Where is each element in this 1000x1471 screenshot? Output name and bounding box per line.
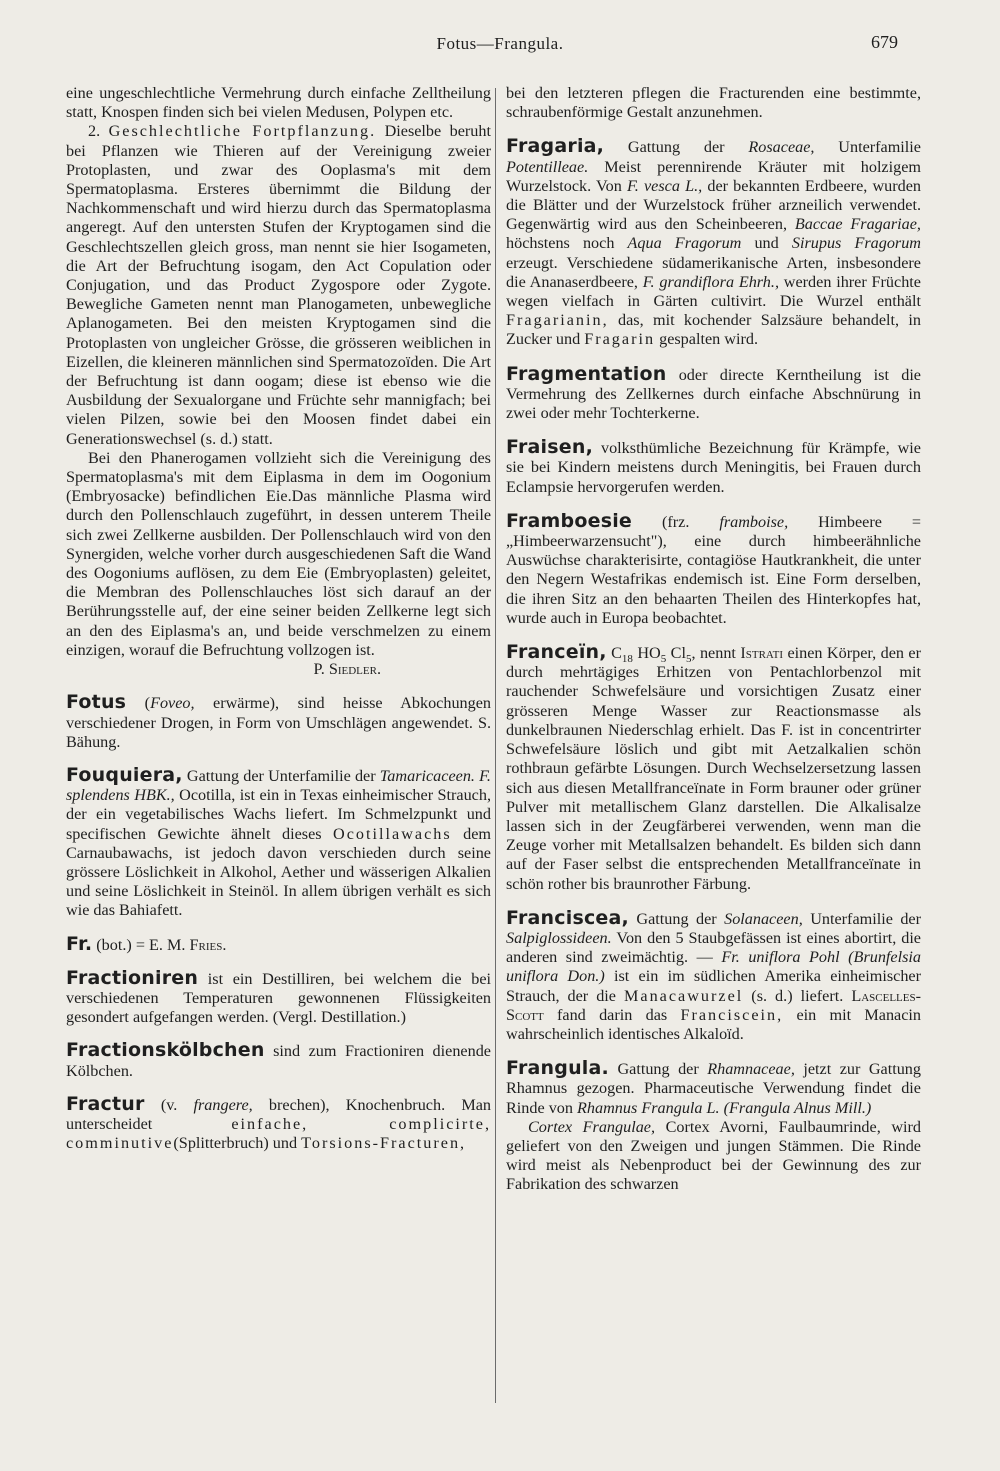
entry-fractur (66, 1092, 492, 1154)
entry-italic: frangere, (193, 1095, 253, 1114)
paragraph-text: bei den letzteren pflegen die Fracturenden eine bestimmte, schraubenförmige Gestalt anzunehmen. (506, 84, 921, 122)
entry-text: (bot.) = E. M. (92, 935, 190, 954)
paragraph-text: eine ungeschlechtliche Vermehrung durch einfache Zelltheilung statt, Knospen finden sich bei vielen Medusen, Polypen etc. (66, 84, 491, 122)
entry-italic: Fr. uniflora Pohl (Brunfelsia uniflora Don.) (506, 948, 921, 986)
entry-text: Meist perennirende Kräuter mit holzigem Wurzelstock. Von (506, 157, 921, 195)
entry-italic: Rosaceae, (748, 138, 815, 157)
entry-francein (506, 643, 921, 894)
headword: Framboesie (506, 509, 633, 532)
entry-frangula (506, 1059, 921, 1118)
entry-text: volksthümliche Bezeichnung für Krämpfe, wie sie bei Kindern meistens durch Meningitis, bei Frauen durch Eclampsie hervorgerufen werden. (506, 439, 921, 496)
entry-text: fand darin das (543, 1005, 681, 1024)
entry-italic: Salpiglossideen. (506, 928, 612, 947)
entry-text: (frz. (632, 512, 720, 531)
spaced-term: einfache, complicirte, comminutive (66, 1114, 492, 1153)
entry-italic: Baccae Fragariae, (794, 215, 921, 234)
entry-text: werden ihrer Früchte wegen vielfach in Gärten cultivirt. Die Wurzel enthält (506, 272, 921, 311)
page-number: 679 (871, 32, 898, 52)
paragraph (66, 122, 491, 448)
paragraph (66, 449, 491, 660)
entry-text: und (741, 234, 792, 253)
paragraph (66, 84, 491, 122)
entry-text: oder directe Kerntheilung ist die Vermehrung des Zellkernes durch einfache Abschnürung in zwei oder mehr Tochterkerne. (506, 365, 921, 423)
entry-text: Cortex Avorni, Faulbaumrinde, wird geliefert von den Zweigen und jungen Stämmen. Die Rinde wird meist als Nebenproduct bei der Gewinnung des zur Fabrikation des schwarzen (506, 1117, 921, 1194)
entry-text: erzeugt. Verschiedene südamerikanische Arten, insbesondere die Ananaserdbeere, (506, 253, 921, 291)
entry-text: der bekannten Erdbeere, wurden die Blätter und der Wurzelstock früher arzneilich verwendet. Gegenwärtig wird aus den Scheinbeeren, (506, 176, 921, 234)
entry-fouquiera (66, 763, 492, 921)
headword: Franceïn, (506, 641, 607, 664)
entry-italic: Foveo, (150, 694, 195, 713)
entry-text: Gattung der (608, 1060, 708, 1079)
list-number: 2. (88, 122, 101, 141)
spaced-term: Manacawurzel (624, 986, 744, 1005)
entry-italic: framboise, (719, 512, 789, 531)
headword: Franciscea, (506, 906, 629, 929)
entry-italic: Tamaricaceen. F. splendens HBK., (66, 766, 491, 805)
entry-fragmentation (506, 362, 921, 424)
entry-italic: F. vesca L., (627, 176, 703, 195)
entry-text: (Splitterbruch) und (173, 1134, 302, 1153)
page-header (0, 34, 1000, 58)
spaced-term: Fragarianin, (506, 311, 609, 330)
entry-italic: F. grandiflora Ehrh., (642, 272, 779, 291)
entry-italic: Aqua Fragorum (627, 234, 742, 253)
entry-franciscea (506, 906, 922, 1044)
entry-italic: Rhamnus Frangula L. (Frangula Alnus Mill.) (577, 1098, 872, 1117)
person-name: Istrati (740, 644, 784, 663)
entry-text: ein mit Manacin wahrscheinlich identisches Alkaloïd. (506, 1005, 922, 1043)
entry-fr (66, 932, 491, 955)
entry-text: Gattung der Unterfamilie der (182, 766, 380, 785)
person-name: Lascelles-Scott (506, 986, 921, 1024)
headword: Fractioniren (66, 966, 199, 989)
entry-text: (s. d.) liefert. (743, 986, 852, 1005)
paragraph (506, 84, 921, 122)
headword: Frangula. (506, 1057, 609, 1080)
entry-text: das, mit kochender Salzsäure behandelt, in Zucker und (506, 311, 921, 349)
formula-part: Cl (666, 644, 686, 663)
entry-italic: Cortex Frangulae, (528, 1117, 656, 1136)
headword: Fragaria, (506, 135, 605, 158)
column-divider (495, 88, 496, 1403)
entry-text: ist ein im südlichen Amerika einheimischer Strauch, der die (506, 967, 922, 1005)
author-signature: Fries. (189, 935, 227, 954)
entry-text: höchstens noch (506, 234, 628, 253)
headword: Fractionskölbchen (66, 1039, 265, 1062)
paragraph-text: Dieselbe beruht bei Pflanzen wie Thieren auf der Vereinigung zweier Protoplasten, und zwar des Ooplasma's mit dem Spermatoplasma. Ersteres übernimmt die Bildung der Nachkommenschaft und wird hierzu durch das Spermatoplasma angeregt. Auf den untersten Stufen der Kryptogamen sind die Geschlechtszellen gleich gross, man nennt sie hier Isogameten, die Art der Befruchtung isogam, den Act Copulation oder Conjugation, und das Product Zygospore oder Zygote. Bewegliche Gameten nennt man Planogameten, unbewegliche Aplanogameten. Bei den meisten Kryptogamen sind die Protoplasten von ungleicher Grösse, die grösseren weiblichen in Eizellen, die kleineren männlichen sind Spermatozoïden. Die Art der Befruchtung ist dann oogam; diese ist ebenso wie die Ausbildung der Sexualorgane und Früchte sehr mannigfach; bei vielen Pilzen, sowie bei den Moosen findet dabei ein Generationswechsel (s. d.) statt. (66, 122, 491, 448)
entry-text: Unterfamilie (814, 138, 921, 157)
entry-fraisen (506, 438, 921, 497)
headword: Fraisen, (506, 436, 594, 459)
right-column (506, 84, 921, 1195)
entry-text: ist ein Destilliren, bei welchem die bei verschiedenen Temperaturen gewonnenen Flüssigkeiten gesondert aufgefangen werden. (Vergl. Destillation.) (66, 969, 491, 1027)
headword: Fotus (66, 691, 127, 714)
running-head: Fotus—Frangula. (436, 34, 564, 53)
left-column (66, 84, 491, 1153)
headword: Fractur (66, 1092, 145, 1115)
entry-text: Himbeere = „Himbeerwarzensucht"), eine durch himbeerähnliche Auswüchse charakterisirte, contagiöse Hautkrankheit, die unter den Negern Westafrikas endemisch ist. Eine Form derselben, die ihren Sitz an den behaarten Theilen des Hinterkopfes hat, wurde auch in Europa beobachtet. (506, 512, 922, 627)
entry-fractioniren (66, 966, 491, 1028)
spaced-term: Fragarin (584, 330, 656, 349)
entry-text: erwärme), sind heisse Abkochungen verschiedener Drogen, in Form von Umschlägen angewendet. S. Bähung. (66, 694, 492, 751)
entry-text: (v. (144, 1095, 194, 1114)
entry-italic: Potentilleae. (506, 157, 589, 176)
spaced-term: Ocotillawachs (333, 824, 452, 843)
spaced-term: Geschlechtliche Fortpflanzung. (108, 122, 377, 141)
entry-text: dem Carnaubawachs, ist jedoch davon verschieden durch seine grössere Löslichkeit in Alkohol, Aether und wässerigen Alkalien und seine Löslichkeit in Steinöl. In allem übrigen verhält es sich wie das Bahiafett. (66, 824, 492, 920)
entry-text: gespalten wird. (655, 330, 759, 349)
entry-text: brechen), Knochenbruch. Man unterscheidet (66, 1095, 491, 1133)
formula-subscript: 5 (660, 653, 667, 666)
paragraph-text: Bei den Phanerogamen vollzieht sich die Vereinigung des Spermatoplasma's mit dem Eiplasma in dem im Oogonium (Embryosacke) befindlichen Eie.Das männliche Plasma wird durch den Pollenschlauch zugeführt, in dessen unterem Theile sich zwei Zellkerne ausbilden. Der Pollenschlauch wird von den Synergiden, welche vorher durch ausgeschiedenen Saft die Wand des Oogoniums auflösen, zu dem Eie (Embryoplasten) geleitet, die Membran des Pollenschlauches löst sich darauf an der Berührungsstelle auf, der eine seiner beiden Zellkerne legt sich an den des Eiplasma's an, und beide verschmelzen zu einem einzigen, worauf die Befruchtung vollzogen ist. (66, 448, 491, 659)
headword: Fr. (66, 932, 93, 955)
formula-subscript: 18 (621, 653, 633, 666)
entry-text: sind zum Fractioniren dienende Kölbchen. (66, 1042, 491, 1080)
formula-part: HO (632, 644, 661, 663)
entry-fotus (66, 693, 491, 752)
entry-text: Gattung der (604, 138, 749, 157)
entry-italic: Rhamnaceae, (707, 1060, 795, 1079)
entry-text: Von den 5 Staubgefässen ist eines abortirt, die anderen sind zweimächtig. — (506, 928, 921, 967)
formula-part: C (606, 644, 622, 663)
paragraph (506, 1118, 921, 1195)
entry-text: Gattung der (628, 909, 725, 928)
spaced-term: Torsions-Fracturen, (301, 1134, 467, 1153)
author-signature: P. Siedler. (313, 660, 381, 679)
entry-text: , nennt (691, 644, 741, 663)
entry-text: jetzt zur Gattung Rhamnus gezogen. Pharmaceutische Verwendung findet die Rinde von (506, 1060, 921, 1117)
headword: Fouquiera, (66, 763, 183, 786)
formula-subscript: 5 (685, 653, 692, 666)
entry-italic: Solanaceen, (724, 909, 803, 928)
entry-text: einen Körper, den er durch mehrtägiges Erhitzen von Pentachlorbenzol mit rauchender Schwefelsäure und vorsichtigen Zusatz einer grösseren Menge Wasser zur Reactionsmasse als dunkelbraunen Niederschlag erhielt. Das F. ist in concentrirter Schwefelsäure löslich und gibt mit Aetzalkalien schön rothbraun gefärbte Lösungen. Durch Wechselzersetzung lassen sich aus diesen Metallfranceïnate in Form brauner oder grüner Pulver mit metallischem Glanz darstellen. Die Alkalisalze lassen sich in der Zeugfärberei verwenden, wenn man die Zeuge vorher mit Metallsalzen behandelt. Es bilden sich dann auf der Faser selbst die entsprechenden Metallfranceïnate in schön rother bis braunrother Färbung. (506, 644, 921, 893)
entry-text: ( (126, 694, 151, 713)
entry-text: Ocotilla, ist ein in Texas einheimischer Strauch, der ein vegetabilisches Wachs liefert. Im Schmelzpunkt und specifischen Gewichte ähnelt dieses (66, 786, 491, 843)
entry-framboesie (506, 509, 922, 628)
entry-italic: Sirupus Fragorum (791, 234, 921, 253)
spaced-term: Franciscein, (680, 1005, 784, 1024)
headword: Fragmentation (506, 362, 667, 385)
signature-line (66, 660, 491, 679)
entry-fragaria (506, 137, 921, 349)
entry-text: Unterfamilie der (802, 909, 921, 928)
entry-fractionskoelbchen (66, 1041, 491, 1080)
